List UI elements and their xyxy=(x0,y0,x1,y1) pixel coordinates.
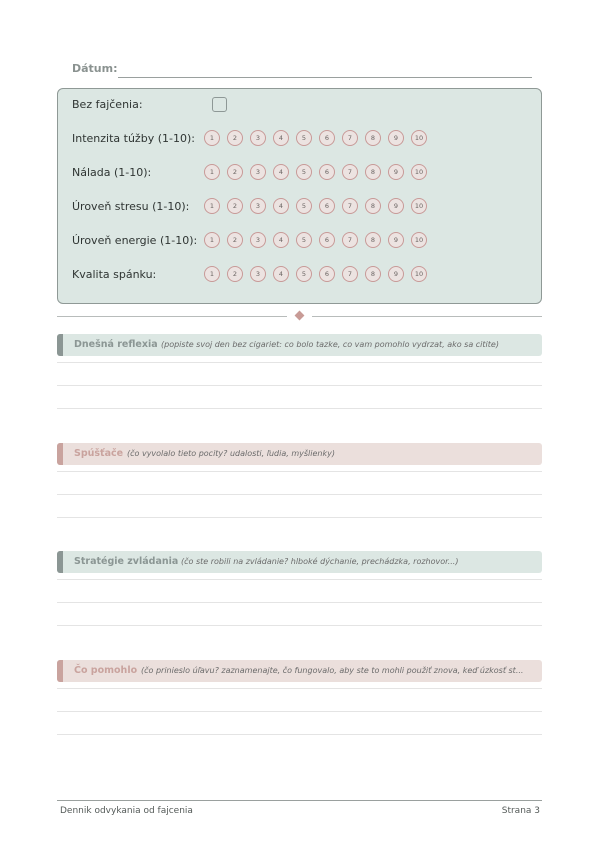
writing-line[interactable] xyxy=(57,471,542,472)
rating-circle-6[interactable]: 6 xyxy=(319,266,335,282)
smoke-free-label: Bez fajčenia: xyxy=(72,98,143,111)
sleep-label: Kvalita spánku: xyxy=(72,268,157,281)
rating-circle-3[interactable]: 3 xyxy=(250,130,266,146)
rating-circle-3[interactable]: 3 xyxy=(250,232,266,248)
rating-circle-8[interactable]: 8 xyxy=(365,164,381,180)
footer-divider xyxy=(57,800,542,801)
section-triggers-title: Spúšťače xyxy=(74,448,124,459)
section-what-helped-hint: (čo prinieslo úľavu? zaznamenajte, čo fungovalo, aby ste to mohli použiť znova, keď úzkosť st... xyxy=(141,666,524,675)
writing-line[interactable] xyxy=(57,734,542,735)
section-reflection-hint: (popiste svoj den bez cigariet: co bolo tazke, co vam pomohlo vydrzat, ako sa citite) xyxy=(161,340,499,349)
daily-tracker-panel xyxy=(57,88,542,304)
writing-line[interactable] xyxy=(57,517,542,518)
rating-circle-4[interactable]: 4 xyxy=(273,266,289,282)
writing-line[interactable] xyxy=(57,625,542,626)
rating-circle-6[interactable]: 6 xyxy=(319,130,335,146)
rating-circle-4[interactable]: 4 xyxy=(273,198,289,214)
rating-circle-3[interactable]: 3 xyxy=(250,198,266,214)
rating-circle-2[interactable]: 2 xyxy=(227,164,243,180)
rating-circle-5[interactable]: 5 xyxy=(296,130,312,146)
rating-circle-9[interactable]: 9 xyxy=(388,266,404,282)
rating-circle-10[interactable]: 10 xyxy=(411,130,427,146)
rating-circle-7[interactable]: 7 xyxy=(342,232,358,248)
rating-circle-7[interactable]: 7 xyxy=(342,266,358,282)
page-number: Strana 3 xyxy=(501,806,540,816)
rating-circle-1[interactable]: 1 xyxy=(204,266,220,282)
section-strategies-hint: (čo ste robili na zvládanie? hlboké dýchanie, prechádzka, rozhovor...) xyxy=(181,557,459,566)
section-triggers-hint: (čo vyvolalo tieto pocity? udalosti, ľudia, myšlienky) xyxy=(127,449,335,458)
stress-label: Úroveň stresu (1-10): xyxy=(72,200,190,213)
rating-circle-10[interactable]: 10 xyxy=(411,198,427,214)
rating-circle-10[interactable]: 10 xyxy=(411,164,427,180)
rating-circle-7[interactable]: 7 xyxy=(342,164,358,180)
rating-circle-10[interactable]: 10 xyxy=(411,266,427,282)
rating-circle-8[interactable]: 8 xyxy=(365,198,381,214)
mood-label: Nálada (1-10): xyxy=(72,166,152,179)
writing-line[interactable] xyxy=(57,362,542,363)
rating-circle-5[interactable]: 5 xyxy=(296,164,312,180)
diamond-ornament-icon xyxy=(295,311,305,321)
writing-line[interactable] xyxy=(57,385,542,386)
rating-circle-5[interactable]: 5 xyxy=(296,232,312,248)
rating-circle-6[interactable]: 6 xyxy=(319,198,335,214)
craving-label: Intenzita túžby (1-10): xyxy=(72,132,195,145)
rating-circle-6[interactable]: 6 xyxy=(319,164,335,180)
rating-circle-1[interactable]: 1 xyxy=(204,198,220,214)
date-row xyxy=(72,62,532,80)
rating-circle-1[interactable]: 1 xyxy=(204,130,220,146)
section-what-helped-header xyxy=(57,660,542,682)
section-accent xyxy=(57,551,63,573)
divider-left xyxy=(57,316,287,317)
section-what-helped-title: Čo pomohlo xyxy=(74,665,138,676)
rating-circle-5[interactable]: 5 xyxy=(296,266,312,282)
writing-line[interactable] xyxy=(57,711,542,712)
rating-circle-1[interactable]: 1 xyxy=(204,232,220,248)
divider-right xyxy=(312,316,542,317)
section-triggers-header xyxy=(57,443,542,465)
rating-circle-8[interactable]: 8 xyxy=(365,130,381,146)
section-accent xyxy=(57,443,63,465)
section-reflection-title: Dnešná reflexia xyxy=(74,339,158,350)
section-strategies-header xyxy=(57,551,542,573)
rating-circle-4[interactable]: 4 xyxy=(273,130,289,146)
rating-circle-8[interactable]: 8 xyxy=(365,266,381,282)
writing-line[interactable] xyxy=(57,494,542,495)
rating-circle-4[interactable]: 4 xyxy=(273,232,289,248)
rating-circle-2[interactable]: 2 xyxy=(227,130,243,146)
writing-line[interactable] xyxy=(57,579,542,580)
rating-circle-7[interactable]: 7 xyxy=(342,130,358,146)
writing-line[interactable] xyxy=(57,408,542,409)
writing-line[interactable] xyxy=(57,688,542,689)
rating-circle-2[interactable]: 2 xyxy=(227,198,243,214)
rating-circle-9[interactable]: 9 xyxy=(388,164,404,180)
energy-label: Úroveň energie (1-10): xyxy=(72,234,198,247)
section-strategies-title: Stratégie zvládania xyxy=(74,556,179,567)
rating-circle-10[interactable]: 10 xyxy=(411,232,427,248)
rating-circle-2[interactable]: 2 xyxy=(227,266,243,282)
rating-circle-3[interactable]: 3 xyxy=(250,266,266,282)
rating-circle-1[interactable]: 1 xyxy=(204,164,220,180)
rating-circle-9[interactable]: 9 xyxy=(388,198,404,214)
rating-circle-4[interactable]: 4 xyxy=(273,164,289,180)
rating-circle-2[interactable]: 2 xyxy=(227,232,243,248)
date-input-line[interactable] xyxy=(118,77,532,78)
rating-circle-5[interactable]: 5 xyxy=(296,198,312,214)
rating-circle-3[interactable]: 3 xyxy=(250,164,266,180)
section-reflection-header xyxy=(57,334,542,356)
rating-circle-9[interactable]: 9 xyxy=(388,130,404,146)
rating-circle-6[interactable]: 6 xyxy=(319,232,335,248)
section-accent xyxy=(57,660,63,682)
smoke-free-checkbox[interactable] xyxy=(212,97,227,112)
date-label: Dátum: xyxy=(72,62,118,75)
rating-circle-7[interactable]: 7 xyxy=(342,198,358,214)
rating-circle-9[interactable]: 9 xyxy=(388,232,404,248)
writing-line[interactable] xyxy=(57,602,542,603)
section-accent xyxy=(57,334,63,356)
rating-circle-8[interactable]: 8 xyxy=(365,232,381,248)
footer-title: Dennik odvykania od fajcenia xyxy=(60,806,193,816)
